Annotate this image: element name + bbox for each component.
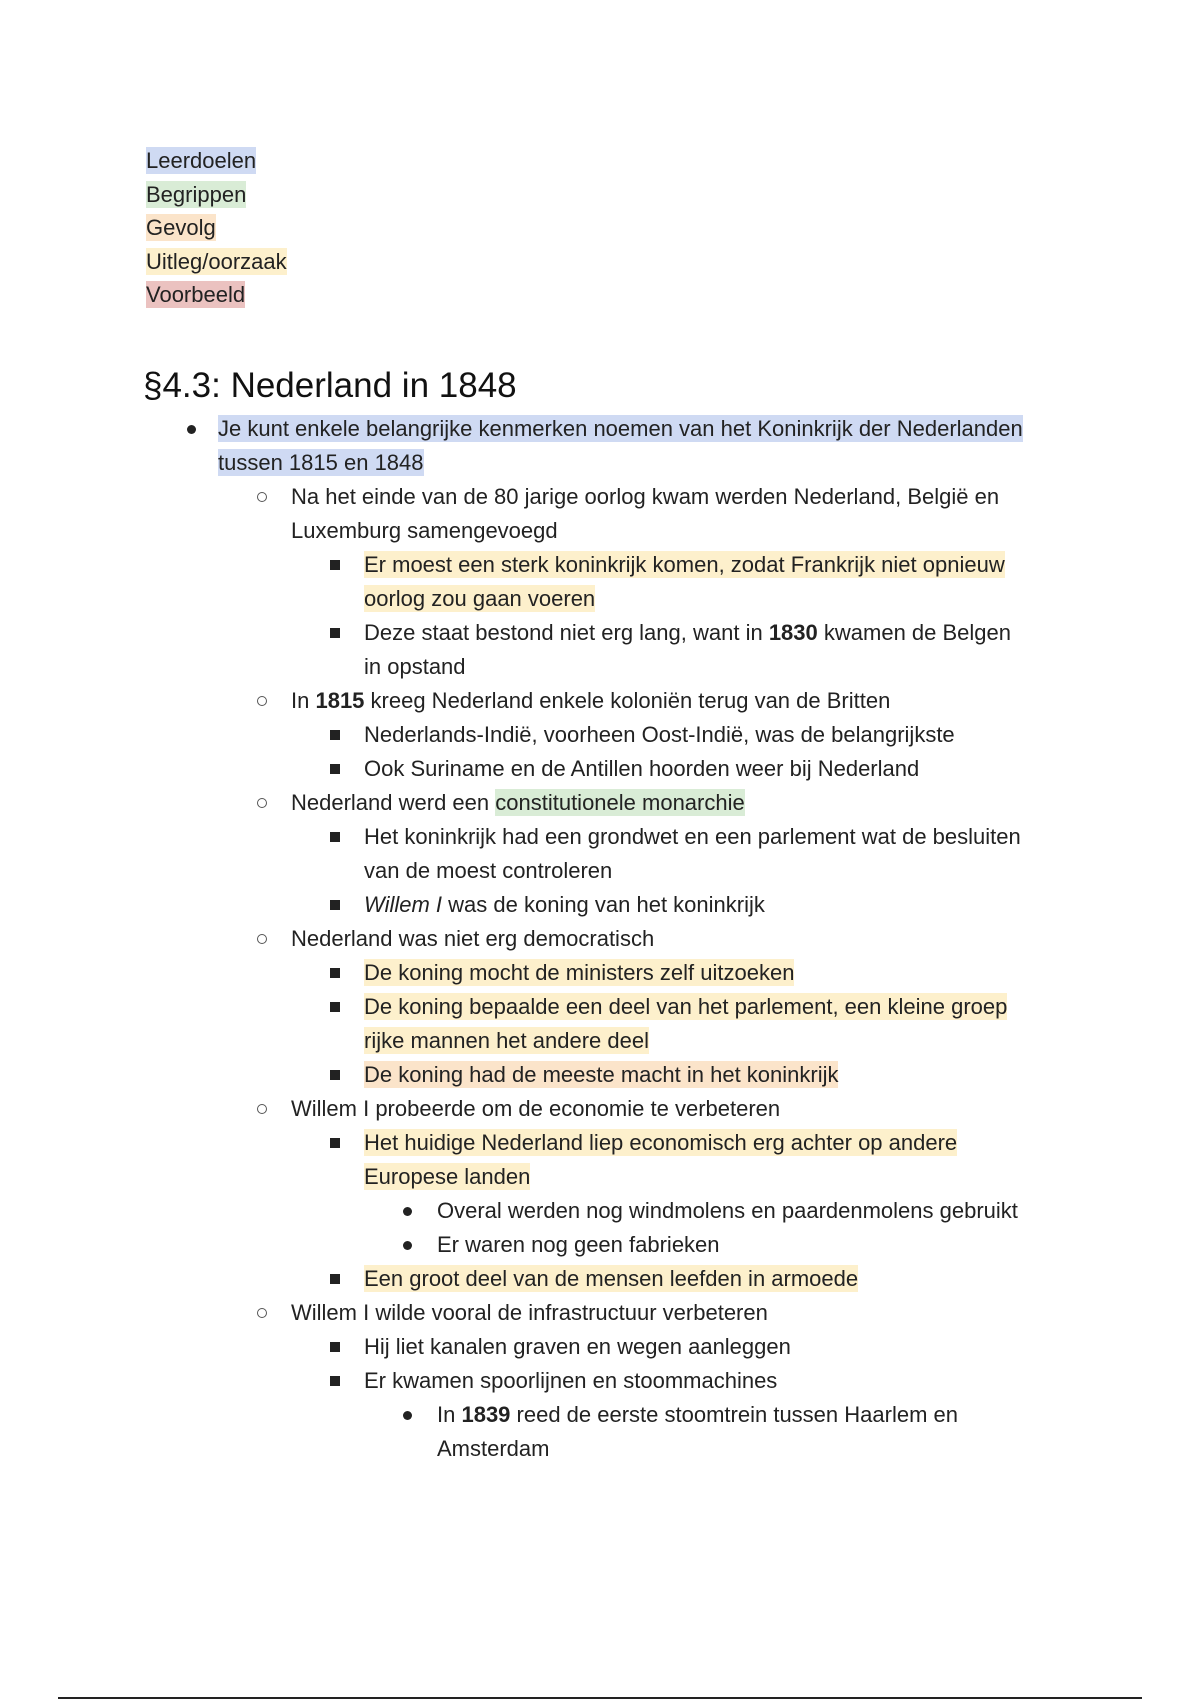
list-item (0, 718, 1200, 752)
bullet-square-icon (325, 752, 345, 786)
note-text: Een groot deel van de mensen leefden in armoede (364, 1266, 859, 1291)
note-text: Willem I probeerde om de economie te verbeteren (291, 1096, 781, 1121)
bullet-circle-icon (252, 684, 272, 718)
note-text: De koning had de meeste macht in het koninkrijk (364, 1062, 839, 1087)
list-item (0, 1126, 1200, 1160)
note-text: De koning bepaalde een deel van het parlement, een kleine groep (364, 994, 1008, 1019)
bullet-square-icon (325, 1330, 345, 1364)
bullet-circle-icon (252, 922, 272, 956)
list-item-continuation (0, 1160, 1200, 1194)
list-item-continuation (0, 514, 1200, 548)
note-text: van de moest controleren (364, 858, 613, 883)
list-item (0, 1092, 1200, 1126)
note-text: Amsterdam (437, 1436, 550, 1461)
note-text: Het koninkrijk had een grondwet en een parlement wat de besluiten (364, 824, 1021, 849)
bullet-square-icon (325, 718, 345, 752)
list-item (0, 1194, 1200, 1228)
note-text: was de koning van het koninkrijk (442, 892, 765, 917)
note-text: Het huidige Nederland liep economisch erg achter op andere (364, 1130, 958, 1155)
list-item-continuation (0, 1024, 1200, 1058)
list-item (0, 480, 1200, 514)
legend-begrippen: Begrippen (146, 181, 247, 207)
bullet-dot-icon (397, 1398, 417, 1432)
note-text: Hij liet kanalen graven en wegen aanleggen (364, 1334, 791, 1359)
note-text: In (437, 1402, 462, 1427)
note-text: Deze staat bestond niet erg lang, want in (364, 620, 769, 645)
legend-gevolg: Gevolg (146, 215, 216, 240)
note-text: Na het einde van de 80 jarige oorlog kwam werden Nederland, België en (291, 484, 1000, 509)
term-text: constitutionele monarchie (495, 790, 745, 815)
page-title: §4.3: Nederland in 1848 (143, 366, 517, 405)
list-item (0, 684, 1200, 718)
name-text: Willem I (364, 892, 443, 917)
note-text: Nederland werd een (291, 790, 496, 815)
bullet-circle-icon (252, 1092, 272, 1126)
list-item-continuation (0, 650, 1200, 684)
list-item (0, 548, 1200, 582)
note-text: reed de eerste stoomtrein tussen Haarlem en (510, 1402, 958, 1427)
note-text: Er waren nog geen fabrieken (437, 1232, 720, 1257)
highlight-legend (146, 144, 287, 312)
list-item-continuation (0, 854, 1200, 888)
year-text: 1839 (461, 1402, 511, 1427)
list-item (0, 922, 1200, 956)
note-text: oorlog zou gaan voeren (364, 586, 596, 611)
bullet-square-icon (325, 956, 345, 990)
learning-goal-text: tussen 1815 en 1848 (218, 450, 424, 475)
bullet-circle-icon (252, 480, 272, 514)
list-item (0, 990, 1200, 1024)
note-text: Er kwamen spoorlijnen en stoommachines (364, 1368, 778, 1393)
bullet-dot-icon (397, 1194, 417, 1228)
list-item (0, 752, 1200, 786)
year-text: 1815 (315, 688, 365, 713)
list-item (0, 1364, 1200, 1398)
notes-list (0, 412, 1200, 1466)
bullet-square-icon (325, 1364, 345, 1398)
note-text: in opstand (364, 654, 466, 679)
note-text: Nederlands-Indië, voorheen Oost-Indië, was de belangrijkste (364, 722, 955, 747)
bullet-square-icon (325, 1262, 345, 1296)
list-item (0, 1228, 1200, 1262)
list-item (0, 1262, 1200, 1296)
note-text: kreeg Nederland enkele koloniën terug van de Britten (364, 688, 891, 713)
list-item-continuation (0, 582, 1200, 616)
note-text: Europese landen (364, 1164, 531, 1189)
legend-leerdoelen: Leerdoelen (146, 148, 257, 173)
list-item (0, 888, 1200, 922)
list-item (0, 956, 1200, 990)
list-item-continuation (0, 1432, 1200, 1466)
learning-goal-text: Je kunt enkele belangrijke kenmerken noemen van het Koninkrijk der Nederlanden (218, 416, 1023, 441)
bullet-square-icon (325, 990, 345, 1024)
list-item (0, 820, 1200, 854)
note-text: Willem I wilde vooral de infrastructuur verbeteren (291, 1300, 768, 1325)
note-text: De koning mocht de ministers zelf uitzoeken (364, 960, 795, 985)
list-item (0, 1058, 1200, 1092)
list-item (0, 1296, 1200, 1330)
note-text: In (291, 688, 316, 713)
note-text: rijke mannen het andere deel (364, 1028, 649, 1053)
note-text: Ook Suriname en de Antillen hoorden weer bij Nederland (364, 756, 920, 781)
bullet-square-icon (325, 1126, 345, 1160)
list-item (0, 616, 1200, 650)
bullet-circle-icon (252, 1296, 272, 1330)
list-item (0, 786, 1200, 820)
year-text: 1830 (768, 620, 818, 645)
bullet-square-icon (325, 1058, 345, 1092)
bullet-square-icon (325, 820, 345, 854)
bullet-dot-icon (397, 1228, 417, 1262)
list-item-continuation (0, 446, 1200, 480)
note-text: Er moest een sterk koninkrijk komen, zodat Frankrijk niet opnieuw (364, 552, 1005, 577)
list-item (0, 1398, 1200, 1432)
legend-uitleg: Uitleg/oorzaak (146, 248, 287, 274)
list-item (0, 1330, 1200, 1364)
bullet-square-icon (325, 548, 345, 582)
note-text: Nederland was niet erg democratisch (291, 926, 655, 951)
legend-voorbeeld: Voorbeeld (146, 282, 246, 307)
list-item (0, 412, 1200, 446)
bullet-square-icon (325, 888, 345, 922)
bullet-dot-icon (181, 412, 201, 446)
note-text: kwamen de Belgen (817, 620, 1011, 645)
note-text: Overal werden nog windmolens en paardenmolens gebruikt (437, 1198, 1018, 1223)
bullet-circle-icon (252, 786, 272, 820)
bullet-square-icon (325, 616, 345, 650)
page-bottom-divider (58, 1697, 1142, 1699)
note-text: Luxemburg samengevoegd (291, 518, 558, 543)
